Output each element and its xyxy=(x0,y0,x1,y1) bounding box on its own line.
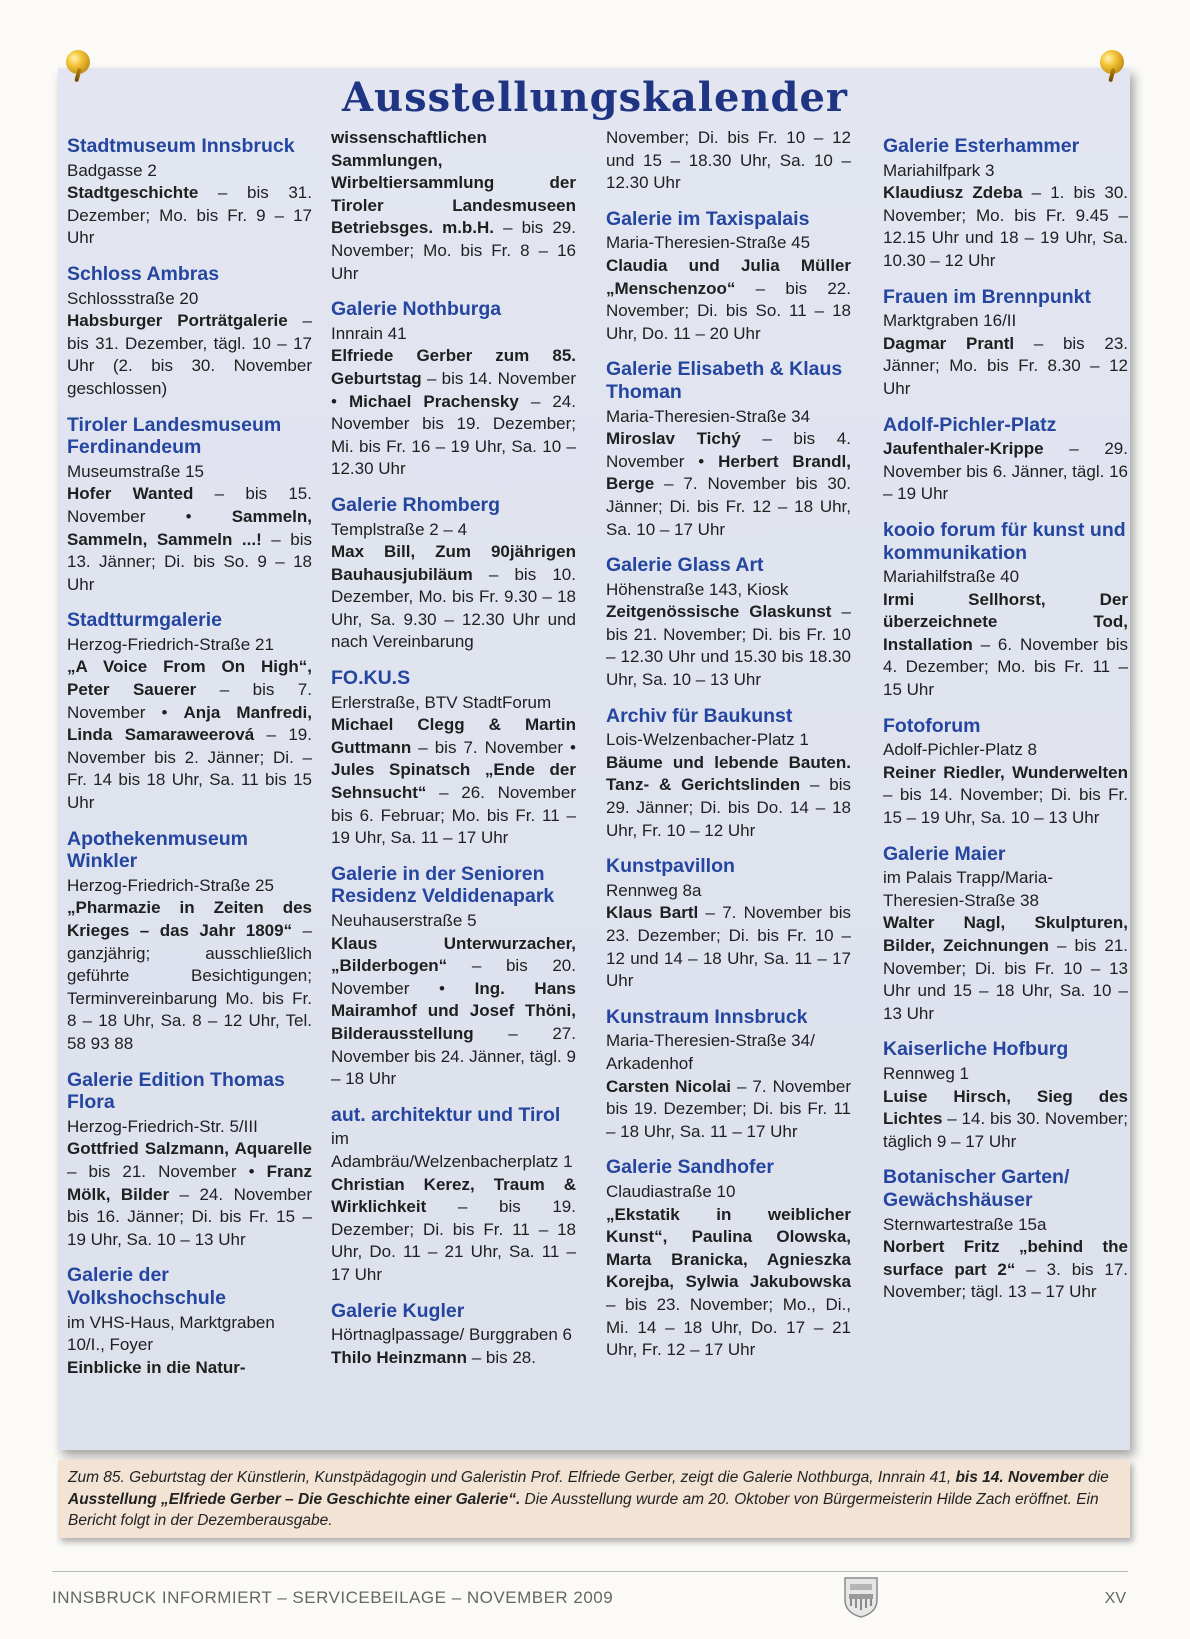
highlight-text: Einblicke in die Natur- xyxy=(67,1357,246,1377)
highlight-text: Klaudiusz Zdeba xyxy=(883,183,1023,203)
body-text: – bis 7. November • xyxy=(411,737,576,757)
body-text: – 3. bis 17. November; tägl. 13 – 17 Uhr xyxy=(883,1259,1129,1302)
venue-address: Neuhauserstraße 5 xyxy=(331,911,477,930)
venue-address: Adolf-Pichler-Platz 8 xyxy=(883,740,1038,760)
highlight-text: Carsten Nicolai xyxy=(606,1076,732,1096)
exhibition-details xyxy=(883,333,1128,401)
venue-name: Botanischer Garten/ Gewächshäuser xyxy=(883,1166,1070,1211)
highlight-text: Luise Hirsch, Sieg des Lichtes xyxy=(883,1086,1128,1129)
exhibition-details xyxy=(67,182,312,250)
highlight-text: Habsburger Porträtgalerie xyxy=(67,311,288,331)
venue-name: Archiv für Baukunst xyxy=(606,704,793,727)
highlight-text: Franz Mölk, Bilder xyxy=(67,1161,312,1204)
body-text: – bis 29. Jänner; Di. bis Do. 14 – 18 Uhr, Fr. 10 – 12 Uhr xyxy=(606,775,851,840)
venue-name: Stadtturmgalerie xyxy=(67,609,222,632)
highlight-text: Hofer Wanted xyxy=(67,484,194,504)
page-number: XV xyxy=(1104,1590,1126,1607)
exhibition-details xyxy=(67,310,312,400)
body-text: – bis 28. xyxy=(467,1347,536,1367)
body-text: – 14. bis 30. November; täglich 9 – 17 Uhr xyxy=(883,1109,1128,1151)
venue-address: Erlerstraße, BTV StadtForum xyxy=(331,692,552,712)
exhibition-details xyxy=(331,1347,576,1370)
exhibition-details xyxy=(606,601,851,691)
highlight-text: Thilo Heinzmann xyxy=(331,1347,467,1367)
venue-address: Claudiastraße 10 xyxy=(606,1181,736,1201)
venue-address: Mariahilfpark 3 xyxy=(883,160,995,180)
highlight-text: Jaufenthaler-Krippe xyxy=(883,439,1044,459)
pushpin-icon xyxy=(1100,50,1124,74)
exhibition-entry xyxy=(331,1300,576,1370)
exhibition-entry xyxy=(883,519,1128,702)
exhibition-details xyxy=(331,127,576,285)
exhibition-details xyxy=(606,255,851,345)
venue-name: Kunstpavillon xyxy=(606,855,735,878)
venue-name: Tiroler Landesmuseum Ferdinandeum xyxy=(67,413,282,459)
highlight-text: Sammeln, Sammeln, Sammeln ...! xyxy=(67,506,312,549)
highlight-text: Claudia und Julia Müller „Menschenzoo“ xyxy=(606,255,851,298)
highlight-text: bis 14. November xyxy=(955,1469,1084,1486)
exhibition-entry xyxy=(606,208,851,346)
venue-name: kooio forum für kunst und kommunikation xyxy=(883,518,1126,564)
body-text: – bis 14. November; Di. bis Fr. 15 – 19 Uhr, Sa. 10 – 13 Uhr xyxy=(883,785,1128,828)
highlight-text: Walter Nagl, Skulpturen, Bilder, Zeichnungen xyxy=(883,913,1128,955)
venue-name: Galerie Elisabeth & Klaus Thoman xyxy=(606,358,843,403)
exhibition-details xyxy=(331,1174,576,1287)
body-text: – 19. November bis 2. Jänner; Di. – Fr. 14 bis 18 Uhr, Sa. 11 bis 15 Uhr xyxy=(67,725,312,813)
exhibition-entry xyxy=(331,667,576,850)
calendar-column-1 xyxy=(67,135,312,1392)
exhibition-entry xyxy=(331,863,576,1091)
venue-name: Galerie der Volkshochschule xyxy=(67,1264,226,1309)
body-text: – 7. November bis 30. Jänner; Di. bis Fr. 12 – 18 Uhr, Sa. 10 – 17 Uhr xyxy=(606,474,851,539)
body-text: – bis 23. Jänner; Mo. bis Fr. 8.30 – 12 Uhr xyxy=(883,333,1128,398)
venue-address: Badgasse 2 xyxy=(67,160,157,180)
venue-address: Maria-Theresien-Straße 45 xyxy=(606,233,811,253)
exhibition-entry xyxy=(331,127,576,285)
exhibition-details xyxy=(883,762,1128,830)
venue-address: Museumstraße 15 xyxy=(67,461,204,481)
caption-text xyxy=(68,1467,1120,1532)
venue-address: Mariahilfstraße 40 xyxy=(883,567,1020,587)
body-text: – 6. November bis 4. Dezember; Mo. bis Fr. 11 – 15 Uhr xyxy=(883,634,1128,700)
venue-name: Galerie Sandhofer xyxy=(606,1156,774,1179)
exhibition-details xyxy=(331,541,576,654)
exhibition-details xyxy=(67,1357,312,1380)
venue-name: Galerie in der Senioren Residenz Veldidenapark xyxy=(331,862,555,908)
exhibition-entry xyxy=(331,298,576,481)
highlight-text: Klaus Bartl xyxy=(606,903,699,923)
exhibition-entry xyxy=(67,1069,312,1252)
calendar-column-4 xyxy=(883,135,1128,1317)
exhibition-details xyxy=(67,1138,312,1251)
exhibition-entry xyxy=(606,127,851,195)
venue-name: Frauen im Brennpunkt xyxy=(883,285,1092,308)
body-text: – ganzjährig; ausschließlich geführte Besichtigungen; Terminvereinbarung Mo. bis Fr. 8 – 18 Uhr, Sa. 8 – 12 Uhr, Tel. 58 93 88 xyxy=(67,921,313,1053)
highlight-text: Michael Clegg & Martin Guttmann xyxy=(331,715,576,757)
exhibition-entry xyxy=(606,1156,851,1361)
exhibition-entry xyxy=(67,135,312,250)
highlight-text: Zeitgenössische Glaskunst xyxy=(606,602,832,622)
highlight-text: Bäume und lebende Bauten. Tanz- & Gerichtslinden xyxy=(606,752,851,795)
exhibition-entry xyxy=(883,414,1128,506)
highlight-text: Herbert Brandl, Berge xyxy=(606,451,851,494)
venue-address: Herzog-Friedrich-Str. 5/III xyxy=(67,1116,258,1136)
venue-address: Marktgraben 16/II xyxy=(883,311,1017,331)
highlight-text: Dagmar Prantl xyxy=(883,333,1015,353)
exhibition-entry xyxy=(67,609,312,814)
highlight-text: Ausstellung „Elfriede Gerber – Die Geschichte einer Galerie“. xyxy=(68,1490,521,1508)
body-text: – bis 21. November; Di. bis Fr. 10 – 12.30 Uhr und 15.30 bis 18.30 Uhr, Sa. 10 – 13 Uhr xyxy=(606,602,851,690)
venue-address: im Palais Trapp/Maria-Theresien-Straße 38 xyxy=(883,868,1054,910)
venue-address: Herzog-Friedrich-Straße 25 xyxy=(67,875,274,895)
venue-name: Kunstraum Innsbruck xyxy=(606,1005,808,1028)
body-text: – bis 14. November • xyxy=(331,368,576,411)
body-text: – bis 22. November; Di. bis So. 11 – 18 Uhr, Do. 11 – 20 Uhr xyxy=(606,278,851,343)
body-text: – bis 4. November • xyxy=(606,429,851,471)
highlight-text: Norbert Fritz „behind the surface part 2“ xyxy=(883,1237,1128,1279)
highlight-text: Irmi Sellhorst, Der überzeichnete Tod, Installation xyxy=(883,589,1128,654)
footer-publication: INNSBRUCK INFORMIERT – SERVICEBEILAGE – NOVEMBER 2009 xyxy=(52,1588,614,1607)
exhibition-entry xyxy=(606,358,851,541)
exhibition-entry xyxy=(883,843,1128,1026)
highlight-text: Elfriede Gerber zum 85. Geburtstag xyxy=(331,346,576,388)
body-text: – 29. November bis 6. Jänner, tägl. 16 – 19 Uhr xyxy=(883,439,1128,504)
body-text: – bis 21. November • xyxy=(67,1161,267,1181)
venue-name: Galerie Esterhammer xyxy=(883,135,1080,157)
highlight-text: Stadtgeschichte xyxy=(67,183,199,203)
exhibition-entry xyxy=(606,705,851,843)
exhibition-entry xyxy=(883,286,1128,401)
calendar-column-2 xyxy=(331,128,576,1382)
venue-address: Lois-Welzenbacher-Platz 1 xyxy=(606,730,809,750)
body-text: – bis 31. Dezember; Mo. bis Fr. 9 – 17 Uhr xyxy=(67,183,312,248)
page-title: Ausstellungskalender xyxy=(342,74,848,121)
body-text: – bis 7. November • xyxy=(67,680,312,722)
venue-name: Galerie Maier xyxy=(883,842,1006,865)
body-text: – bis 31. Dezember, tägl. 10 – 17 Uhr (2. bis 30. November geschlossen) xyxy=(67,311,312,398)
exhibition-details xyxy=(331,345,576,481)
exhibition-details xyxy=(883,438,1128,506)
body-text: – bis 23. November; Mo., Di., Mi. 14 – 18 Uhr, Do. 17 – 21 Uhr, Fr. 12 – 17 Uhr xyxy=(606,1294,851,1360)
body-text: – 27. November bis 24. Jänner, tägl. 9 – 18 Uhr xyxy=(331,1023,576,1089)
venue-name: Galerie Glass Art xyxy=(606,554,764,577)
venue-name: Fotoforum xyxy=(883,714,981,737)
calendar-column-3 xyxy=(606,128,851,1375)
highlight-text: „A Voice From On High“, Peter Sauerer xyxy=(67,657,312,700)
exhibition-details xyxy=(606,127,851,195)
exhibition-entry xyxy=(883,1038,1128,1153)
pushpin-icon xyxy=(66,50,90,74)
body-text: die xyxy=(1083,1469,1109,1486)
exhibition-details xyxy=(606,1204,851,1362)
exhibition-details xyxy=(331,714,576,850)
venue-name: Apothekenmuseum Winkler xyxy=(67,827,248,873)
body-text: – bis 21. November; Di. bis Fr. 10 – 13 Uhr und 15 – 18 Uhr, Sa. 10 – 13 Uhr xyxy=(883,936,1128,1023)
exhibition-details xyxy=(67,483,312,596)
exhibition-entry xyxy=(67,263,312,401)
venue-name: Kaiserliche Hofburg xyxy=(883,1038,1069,1061)
city-crest-icon xyxy=(843,1576,879,1618)
venue-name: FO.KU.S xyxy=(331,667,411,690)
exhibition-entry xyxy=(331,494,576,654)
body-text: Zum 85. Geburtstag der Künstlerin, Kunstpädagogin und Galeristin Prof. Elfriede Gerber, zeigt die Galerie Nothburga, Innrain 41, xyxy=(68,1469,956,1486)
venue-name: Galerie Edition Thomas Flora xyxy=(67,1068,285,1114)
exhibition-entry xyxy=(606,1006,851,1144)
highlight-text: „Ekstatik in weiblicher Kunst“, Paulina Olowska, Marta Branicka, Agnieszka Korejba, Sylwia Jakubowska xyxy=(606,1204,851,1292)
exhibition-entry xyxy=(606,554,851,692)
highlight-text: Klaus Unterwurzacher, „Bilderbogen“ xyxy=(331,933,576,976)
highlight-text: wissenschaftlichen Sammlungen, Wirbeltiersammlung der Tiroler Landesmuseen Betriebsges. m.b.H. xyxy=(331,128,576,238)
highlight-text: Christian Kerez, Traum & Wirklichkeit xyxy=(331,1174,576,1217)
body-text: – 7. November bis 23. Dezember; Di. bis Fr. 10 – 12 und 14 – 18 Uhr, Sa. 11 – 17 Uhr xyxy=(606,903,851,991)
venue-address: Maria-Theresien-Straße 34/ Arkadenhof xyxy=(606,1031,815,1073)
venue-address: Höhenstraße 143, Kiosk xyxy=(606,579,789,599)
venue-address: Sternwartestraße 15a xyxy=(883,1214,1047,1234)
body-text: – bis 15. November • xyxy=(67,484,312,526)
venue-address: Rennweg 8a xyxy=(606,880,702,900)
body-text: – 7. November bis 19. Dezember; Di. bis Fr. 11 – 18 Uhr, Sa. 11 – 17 Uhr xyxy=(606,1076,851,1141)
body-text: – bis 10. Dezember, Mo. bis Fr. 9.30 – 18 Uhr, Sa. 9.30 – 12.30 Uhr und nach Vereinbarung xyxy=(331,564,576,652)
exhibition-details xyxy=(883,1236,1128,1304)
venue-address: Templstraße 2 – 4 xyxy=(331,519,468,539)
highlight-text: Max Bill, Zum 90jährigen Bauhausjubiläum xyxy=(331,542,576,584)
exhibition-details xyxy=(883,182,1128,272)
body-text: – bis 29. November; Mo. bis Fr. 8 – 16 Uhr xyxy=(331,218,576,283)
body-text: – bis 20. November • xyxy=(331,956,576,998)
highlight-text: Ing. Hans Mairamhof und Josef Thöni, Bilderausstellung xyxy=(331,978,576,1043)
venue-name: Adolf-Pichler-Platz xyxy=(883,413,1057,436)
body-text: – bis 19. Dezember; Di. bis Fr. 11 – 18 Uhr, Do. 11 – 21 Uhr, Sa. 11 – 17 Uhr xyxy=(331,1197,576,1284)
exhibition-entry xyxy=(883,715,1128,830)
venue-name: Galerie Rhomberg xyxy=(331,493,501,516)
venue-name: aut. architektur und Tirol xyxy=(331,1103,561,1126)
exhibition-details xyxy=(67,897,312,1055)
footer-divider xyxy=(52,1571,1128,1572)
venue-name: Galerie Nothburga xyxy=(331,298,502,321)
venue-address: im Adambräu/Welzenbacherplatz 1 xyxy=(331,1129,573,1171)
photo-caption xyxy=(58,1460,1130,1538)
venue-address: Innrain 41 xyxy=(331,323,407,343)
venue-name: Galerie Kugler xyxy=(331,1299,465,1322)
highlight-text: „Pharmazie in Zeiten des Krieges – das Jahr 1809“ xyxy=(67,898,312,940)
highlight-text: Gottfried Salzmann, Aquarelle xyxy=(67,1139,312,1159)
exhibition-entry xyxy=(883,1166,1128,1304)
exhibition-details xyxy=(606,902,851,992)
highlight-text: Reiner Riedler, Wunderwelten xyxy=(883,762,1128,782)
venue-address: Herzog-Friedrich-Straße 21 xyxy=(67,634,274,654)
venue-address: Hörtnaglpassage/ Burggraben 6 xyxy=(331,1325,572,1345)
exhibition-entry xyxy=(67,1264,312,1379)
body-text: – 24. November bis 16. Jänner; Di. bis Fr. 15 – 19 Uhr, Sa. 10 – 13 Uhr xyxy=(67,1184,312,1249)
body-text: – 26. November bis 6. Februar; Mo. bis Fr. 11 – 19 Uhr, Sa. 11 – 17 Uhr xyxy=(331,783,576,848)
exhibition-entry xyxy=(331,1104,576,1287)
exhibition-details xyxy=(67,656,312,814)
body-text: Die Ausstellung wurde am 20. Oktober von Bürgermeisterin Hilde Zach eröffnet. Ein Bericht folgt in der Dezemberausgabe. xyxy=(68,1490,1099,1529)
exhibition-entry xyxy=(67,828,312,1056)
highlight-text: Miroslav Tichý xyxy=(606,429,741,449)
venue-address: im VHS-Haus, Marktgraben 10/I., Foyer xyxy=(67,1312,275,1355)
body-text: November; Di. bis Fr. 10 – 12 und 15 – 18.30 Uhr, Sa. 10 – 12.30 Uhr xyxy=(606,128,851,193)
venue-address: Rennweg 1 xyxy=(883,1063,970,1083)
venue-name: Stadtmuseum Innsbruck xyxy=(67,135,295,157)
highlight-text: Michael Prachensky xyxy=(348,391,519,411)
venue-address: Maria-Theresien-Straße 34 xyxy=(606,406,811,426)
exhibition-details xyxy=(331,933,576,1091)
exhibition-details xyxy=(883,1086,1128,1154)
highlight-text: Jules Spinatsch „Ende der Sehnsucht“ xyxy=(331,760,576,803)
exhibition-details xyxy=(606,1076,851,1144)
exhibition-details xyxy=(606,752,851,842)
highlight-text: Anja Manfredi, Linda Samaraweerová xyxy=(67,702,312,745)
exhibition-details xyxy=(606,428,851,541)
exhibition-details xyxy=(883,912,1128,1025)
exhibition-entry xyxy=(67,414,312,597)
body-text: – 24. November bis 19. Dezember; Mi. bis Fr. 16 – 19 Uhr, Sa. 10 – 12.30 Uhr xyxy=(331,391,576,479)
exhibition-details xyxy=(883,589,1128,702)
venue-name: Schloss Ambras xyxy=(67,262,220,285)
venue-name: Galerie im Taxispalais xyxy=(606,207,810,230)
exhibition-entry xyxy=(883,135,1128,273)
venue-address: Schlossstraße 20 xyxy=(67,288,199,308)
exhibition-entry xyxy=(606,855,851,993)
body-text: – bis 13. Jänner; Di. bis So. 9 – 18 Uhr xyxy=(67,529,312,594)
body-text: – 1. bis 30. November; Mo. bis Fr. 9.45 – 12.15 Uhr und 18 – 19 Uhr, Sa. 10.30 – 12 Uhr xyxy=(883,183,1128,270)
